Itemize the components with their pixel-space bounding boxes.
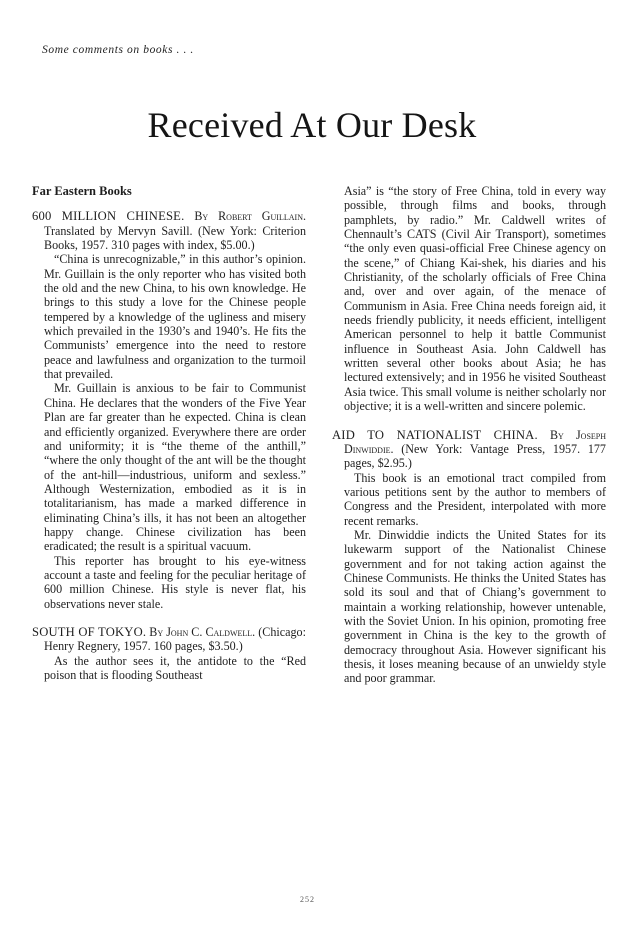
- review-paragraph: As the author sees it, the antidote to the “Red poison that is flooding Southeast: [44, 653, 306, 682]
- book-by: By: [194, 209, 209, 224]
- book-by: By: [149, 624, 164, 639]
- page-title: Received At Our Desk: [147, 105, 477, 145]
- book-details: (Chicago: Henry Regnery, 1957. 160 pages, $3.50.): [44, 624, 306, 654]
- book-entry-aid-to-nationalist-china: [332, 428, 606, 471]
- book-details: Translated by Mervyn Savill. (New York: Criterion Books, 1957. 310 pages with index, $5.00.): [44, 223, 306, 253]
- book-entry-south-of-tokyo: [32, 625, 306, 654]
- book-author: John C. Caldwell.: [166, 624, 256, 639]
- book-author: Joseph Dinwiddie.: [344, 427, 607, 456]
- right-column: [332, 184, 606, 686]
- book-entry-600-million-chinese: [32, 209, 306, 252]
- book-by: By: [549, 427, 564, 442]
- review-paragraph: “China is unrecognizable,” in this author’s opinion. Mr. Guillain is the only reporter who has visited both the old and the new China, to his own knowledge. He brings to this study a love for the Chinese people tempered by a knowledge of the ugliness and misery which prevailed in the 1930’s and 1940’s. He fits the Communists’ emergence into the need to restore peace and lawfulness and organization to the turmoil that prevailed.: [44, 252, 306, 382]
- review-paragraph-continued: Asia” is “the story of Free China, told in every way possible, through films and books, through pamphlets, by radio.” Mr. Caldwell writes of Chennault’s CATS (Civil Air Transport), sometimes “the only even quasi-official Free Chinese agency on the scene,” of Chiang Kai-shek, his diaries and his Christianity, of the scholarly officials of Free China and, over and over again, of the menace of Communism in Asia. Free China needs foreign aid, it needs friendly publicity, it needs efficient, intelligent American personnel to help it battle Communist influence in Southeast Asia. John Caldwell has written several other books about Asia; he has lectured extensively; and in 1956 he visited Southeast Asia twice. This small volume is neither scholarly nor objective; it is a well-written and sincere polemic.: [344, 184, 606, 414]
- book-title: SOUTH OF TOKYO.: [32, 624, 147, 639]
- page-number: 252: [300, 895, 315, 904]
- review-paragraph: Mr. Dinwiddie indicts the United States for its lukewarm support of the Nationalist Chinese government and for not taking action against the Chinese Communists. He thinks the United States has sold its soul and that of Chiang’s government to maintain a working relationship, however untenable, with the Soviet Union. In his opinion, promoting free government in China is the key to the growth of democracy throughout Asia. However significant his thesis, it loses meaning because of an unwieldy style and poor grammar.: [344, 527, 606, 686]
- book-title: 600 MILLION CHINESE.: [32, 209, 185, 224]
- book-author: Robert Guillain.: [218, 209, 306, 224]
- running-head: Some comments on books . . .: [42, 44, 194, 56]
- review-paragraph: Mr. Guillain is anxious to be fair to Communist China. He declares that the wonders of the Five Year Plan are far greater than he expected. China is clean and efficiently organized. Everywhere there are order and uniformity; it is “the theme of the anthill,” “where the only thought of the ant will be the thought of the ant-hill—industrious, uniform and sexless.” Although Westernization, embodied as it is in totalitarianism, has made a marked difference in eliminating China’s ills, it has not been an altogether happy change. Chinese civilization has been eradicated; the result is a spiritual vacuum.: [44, 381, 306, 554]
- review-paragraph: This book is an emotional tract compiled from various petitions sent by the author to members of Congress and the President, interpolated with more recent remarks.: [344, 470, 606, 528]
- book-details: (New York: Vantage Press, 1957. 177 pages, $2.95.): [344, 441, 606, 471]
- left-column: [32, 184, 306, 682]
- review-paragraph: This reporter has brought to his eye-witness account a taste and feeling for the peculiar heritage of 600 million Chinese. His style is never flat, his observations never stale.: [44, 553, 306, 611]
- book-title: AID TO NATIONALIST CHINA.: [332, 427, 538, 442]
- section-heading: Far Eastern Books: [32, 184, 132, 198]
